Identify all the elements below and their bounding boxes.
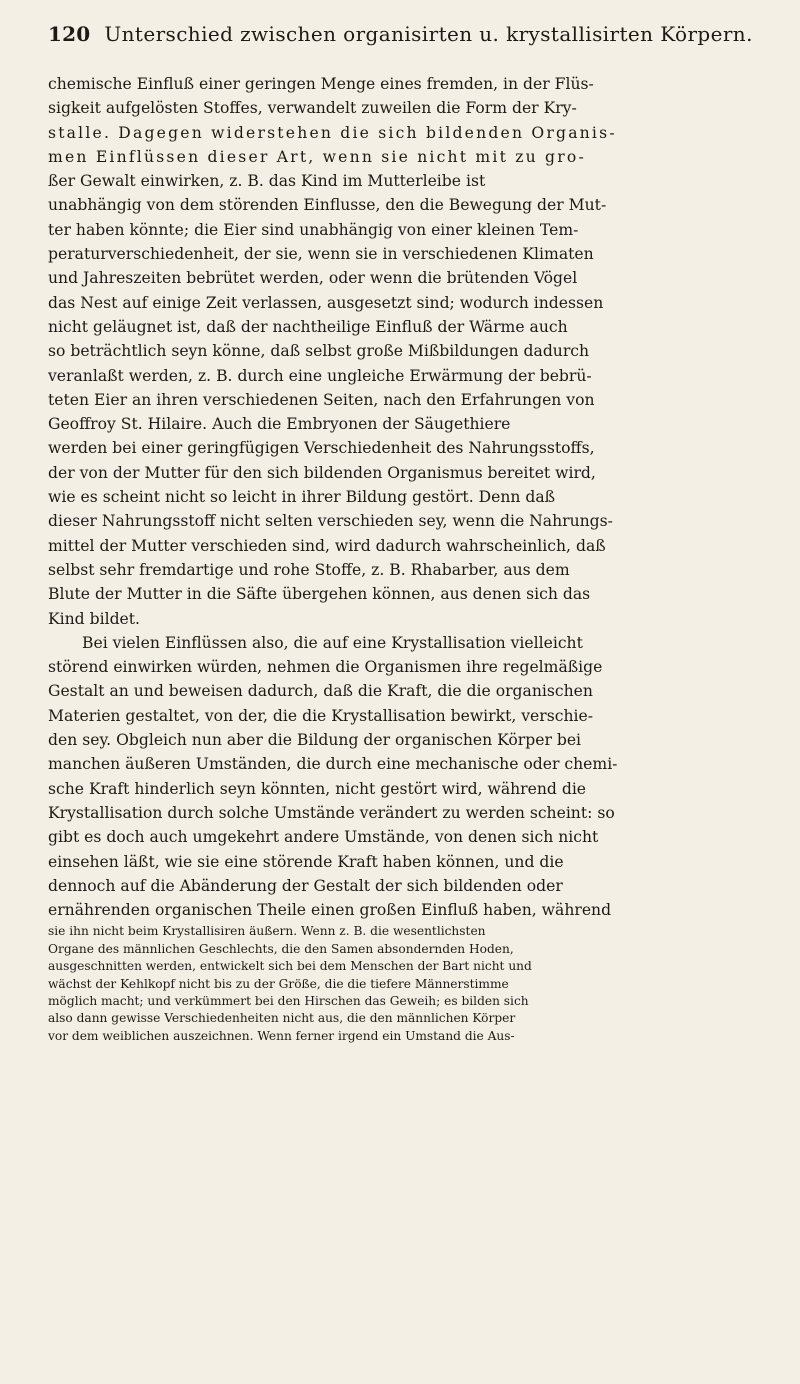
text-line: so beträchtlich seyn könne, daß selbst große Mißbildungen dadurch (48, 342, 590, 361)
text-line: einsehen läßt, wie sie eine störende Kraft haben können, und die (48, 852, 564, 871)
text-line: veranlaßt werden, z. B. durch eine ungleiche Erwärmung der bebrü- (48, 366, 592, 385)
paragraph-2 (48, 631, 766, 923)
text-line: störend einwirken würden, nehmen die Organismen ihre regelmäßige (48, 658, 603, 677)
text-line: selbst sehr fremdartige und rohe Stoffe, z. B. Rhabarber, aus dem (48, 560, 570, 579)
text-line-emphasis: stalle. Dagegen widerstehen die sich bildenden Organis- (48, 123, 617, 142)
paragraph-1 (48, 72, 766, 631)
text-line: teten Eier an ihren verschiedenen Seiten, nach den Erfahrungen von (48, 390, 595, 409)
text-line: peraturverschiedenheit, der sie, wenn sie in verschiedenen Klimaten (48, 245, 594, 264)
running-title: Unterschied zwischen organisirten u. krystallisirten Körpern. (104, 22, 753, 46)
text-line: Kind bildet. (48, 609, 141, 628)
text-line-emphasis: men Einflüssen dieser Art, wenn sie nicht mit zu gro- (48, 147, 586, 166)
text-line: ter haben könnte; die Eier sind unabhängig von einer kleinen Tem- (48, 220, 579, 239)
text-line: Gestalt an und beweisen dadurch, daß die Kraft, die die organischen (48, 682, 593, 701)
footnote-line: vor dem weiblichen auszeichnen. Wenn ferner irgend ein Umstand die Aus- (48, 1028, 515, 1043)
text-line: wie es scheint nicht so leicht in ihrer Bildung gestört. Denn daß (48, 488, 556, 507)
text-line: sche Kraft hinderlich seyn könnten, nicht gestört wird, während die (48, 779, 587, 798)
text-line: und Jahreszeiten bebrütet werden, oder wenn die brütenden Vögel (48, 269, 578, 288)
running-header (48, 22, 766, 46)
text-line: dieser Nahrungsstoff nicht selten verschieden sey, wenn die Nahrungs- (48, 512, 613, 531)
text-line: das Nest auf einige Zeit verlassen, ausgesetzt sind; wodurch indessen (48, 293, 604, 312)
text-line: unabhängig von dem störenden Einflusse, den die Bewegung der Mut- (48, 196, 607, 215)
text-line: den sey. Obgleich nun aber die Bildung der organischen Körper bei (48, 731, 582, 750)
text-line: gibt es doch auch umgekehrt andere Umstände, von denen sich nicht (48, 828, 599, 847)
footnote-line: ausgeschnitten werden, entwickelt sich bei dem Menschen der Bart nicht und (48, 959, 532, 974)
text-line: chemische Einfluß einer geringen Menge eines fremden, in der Flüs- (48, 75, 594, 93)
text-line: manchen äußeren Umständen, die durch eine mechanische oder chemi- (48, 755, 618, 774)
text-line: mittel der Mutter verschieden sind, wird dadurch wahrscheinlich, daß (48, 536, 606, 555)
footnote-line: sie ihn nicht beim Krystallisiren äußern. Wenn z. B. die wesentlichsten (48, 924, 486, 939)
text-line: ernährenden organischen Theile einen großen Einfluß haben, während (48, 901, 612, 920)
page-number: 120 (48, 22, 91, 46)
text-line: werden bei einer geringfügigen Verschiedenheit des Nahrungsstoffs, (48, 439, 595, 458)
footnote-line: Organe des männlichen Geschlechts, die den Samen absondernden Hoden, (48, 941, 514, 956)
text-line: der von der Mutter für den sich bildenden Organismus bereitet wird, (48, 463, 596, 482)
footnote-line: möglich macht; und verkümmert bei den Hirschen das Geweih; es bilden sich (48, 994, 529, 1009)
text-line: sigkeit aufgelösten Stoffes, verwandelt zuweilen die Form der Kry- (48, 99, 577, 118)
text-line: Materien gestaltet, von der, die die Krystallisation bewirkt, verschie- (48, 706, 594, 725)
text-line: Krystallisation durch solche Umstände verändert zu werden scheint: so (48, 803, 615, 822)
footnote-block (48, 923, 766, 1045)
text-line: nicht geläugnet ist, daß der nachtheilige Einfluß der Wärme auch (48, 317, 568, 336)
text-line: Blute der Mutter in die Säfte übergehen können, aus denen sich das (48, 585, 591, 604)
text-line: dennoch auf die Abänderung der Gestalt der sich bildenden oder (48, 876, 563, 895)
footnote-line: also dann gewisse Verschiedenheiten nicht aus, die den männlichen Körper (48, 1011, 516, 1026)
text-line: Geoffroy St. Hilaire. Auch die Embryonen der Säugethiere (48, 415, 511, 434)
footnote-line: wächst der Kehlkopf nicht bis zu der Größe, die die tiefere Männerstimme (48, 976, 509, 991)
text-line: ßer Gewalt einwirken, z. B. das Kind im Mutterleibe ist (48, 172, 486, 191)
text-line: Bei vielen Einflüssen also, die auf eine Krystallisation vielleicht (82, 633, 583, 652)
